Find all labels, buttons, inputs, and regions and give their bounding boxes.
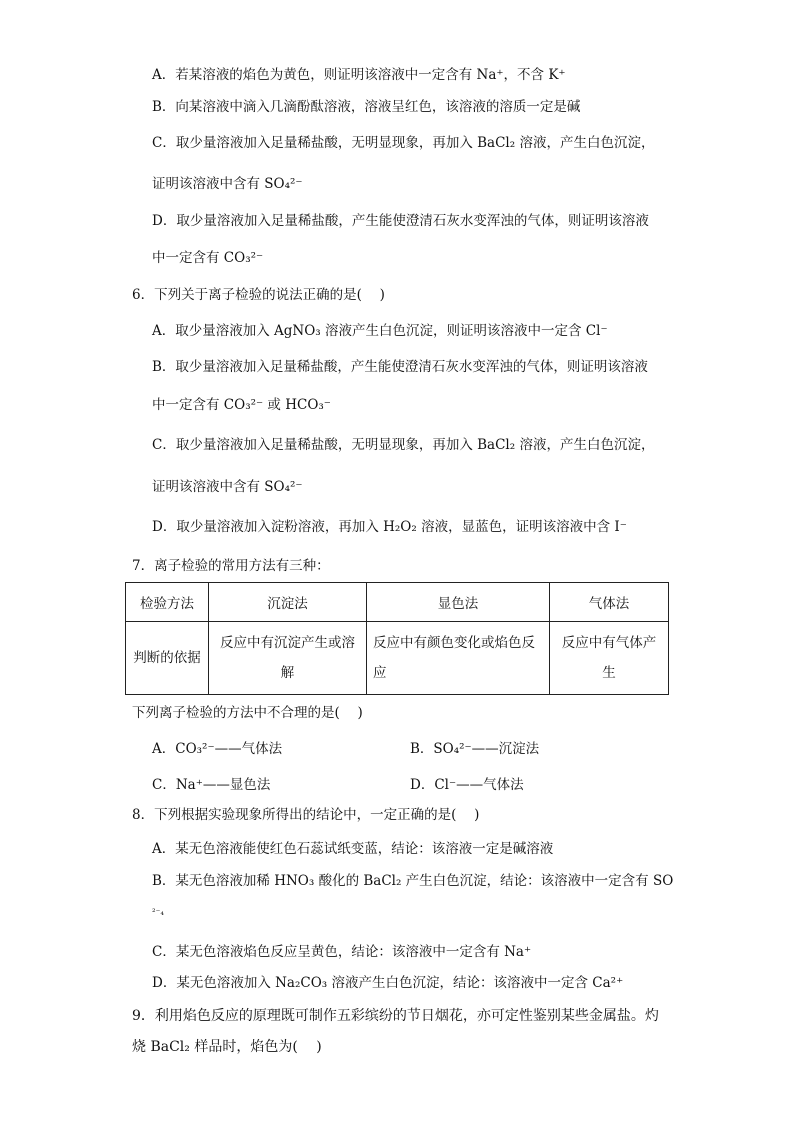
table-cell: 反应中有气体产生 — [550, 622, 669, 695]
q8-option-a: A．某无色溶液能使红色石蕊试纸变蓝，结论：该溶液一定是碱溶液 — [152, 841, 554, 857]
q6-option-a: A．取少量溶液加入 AgNO₃ 溶液产生白色沉淀，则证明该溶液中一定含 Cl⁻ — [152, 323, 608, 339]
q9-stem-line2: 烧 BaCl₂ 样品时，焰色为( ) — [132, 1039, 322, 1055]
q6-option-c-line1: C．取少量溶液加入足量稀盐酸，无明显现象，再加入 BaCl₂ 溶液，产生白色沉淀， — [152, 437, 655, 453]
q7-option-d: D．Cl⁻——气体法 — [410, 777, 524, 793]
q8-stem: 8．下列根据实验现象所得出的结论中，一定正确的是( ) — [132, 807, 480, 823]
q7-option-a: A．CO₃²⁻——气体法 — [152, 741, 283, 757]
q7-question: 下列离子检验的方法中不合理的是( ) — [132, 705, 363, 721]
q5-option-c-line2: 证明该溶液中含有 SO₄²⁻ — [152, 176, 303, 192]
q6-option-b-line2: 中一定含有 CO₃²⁻ 或 HCO₃⁻ — [152, 397, 331, 413]
q8-option-b-line2: ²⁻₄ — [152, 908, 164, 918]
q8-option-c: C．某无色溶液焰色反应呈黄色，结论：该溶液中一定含有 Na⁺ — [152, 944, 532, 960]
q6-option-c-line2: 证明该溶液中含有 SO₄²⁻ — [152, 479, 303, 495]
table-header-cell: 检验方法 — [126, 583, 209, 622]
q6-stem: 6．下列关于离子检验的说法正确的是( ) — [132, 287, 385, 303]
q5-option-d-line1: D．取少量溶液加入足量稀盐酸，产生能使澄清石灰水变浑浊的气体，则证明该溶液 — [152, 213, 649, 229]
table-header-row — [126, 583, 669, 622]
q7-option-c: C．Na⁺——显色法 — [152, 777, 271, 793]
table-cell: 反应中有沉淀产生或溶解 — [209, 622, 367, 695]
q7-stem: 7．离子检验的常用方法有三种： — [132, 558, 330, 574]
q5-option-b: B．向某溶液中滴入几滴酚酞溶液，溶液呈红色，该溶液的溶质一定是碱 — [152, 99, 581, 115]
detection-methods-table — [125, 582, 669, 695]
table-header-cell: 气体法 — [550, 583, 669, 622]
table-row — [126, 622, 669, 695]
table-header-cell: 沉淀法 — [209, 583, 367, 622]
q9-stem-line1: 9．利用焰色反应的原理既可制作五彩缤纷的节日烟花，亦可定性鉴别某些金属盐。灼 — [132, 1008, 659, 1024]
q7-option-b: B．SO₄²⁻——沉淀法 — [410, 741, 540, 757]
table-header-cell: 显色法 — [367, 583, 550, 622]
q8-option-b-line1: B．某无色溶液加稀 HNO₃ 酸化的 BaCl₂ 产生白色沉淀，结论：该溶液中一定含有 SO — [152, 873, 674, 889]
table-cell: 反应中有颜色变化或焰色反应 — [367, 622, 550, 695]
q5-option-a: A．若某溶液的焰色为黄色，则证明该溶液中一定含有 Na⁺，不含 K⁺ — [152, 67, 566, 83]
q5-option-c-line1: C．取少量溶液加入足量稀盐酸，无明显现象，再加入 BaCl₂ 溶液，产生白色沉淀， — [152, 135, 655, 151]
q6-option-d: D．取少量溶液加入淀粉溶液，再加入 H₂O₂ 溶液，显蓝色，证明该溶液中含 I⁻ — [152, 519, 627, 535]
q6-option-b-line1: B．取少量溶液加入足量稀盐酸，产生能使澄清石灰水变浑浊的气体，则证明该溶液 — [152, 359, 648, 375]
q8-option-d: D．某无色溶液加入 Na₂CO₃ 溶液产生白色沉淀，结论：该溶液中一定含 Ca²⁺ — [152, 975, 624, 991]
table-cell: 判断的依据 — [126, 622, 209, 695]
q5-option-d-line2: 中一定含有 CO₃²⁻ — [152, 250, 264, 266]
